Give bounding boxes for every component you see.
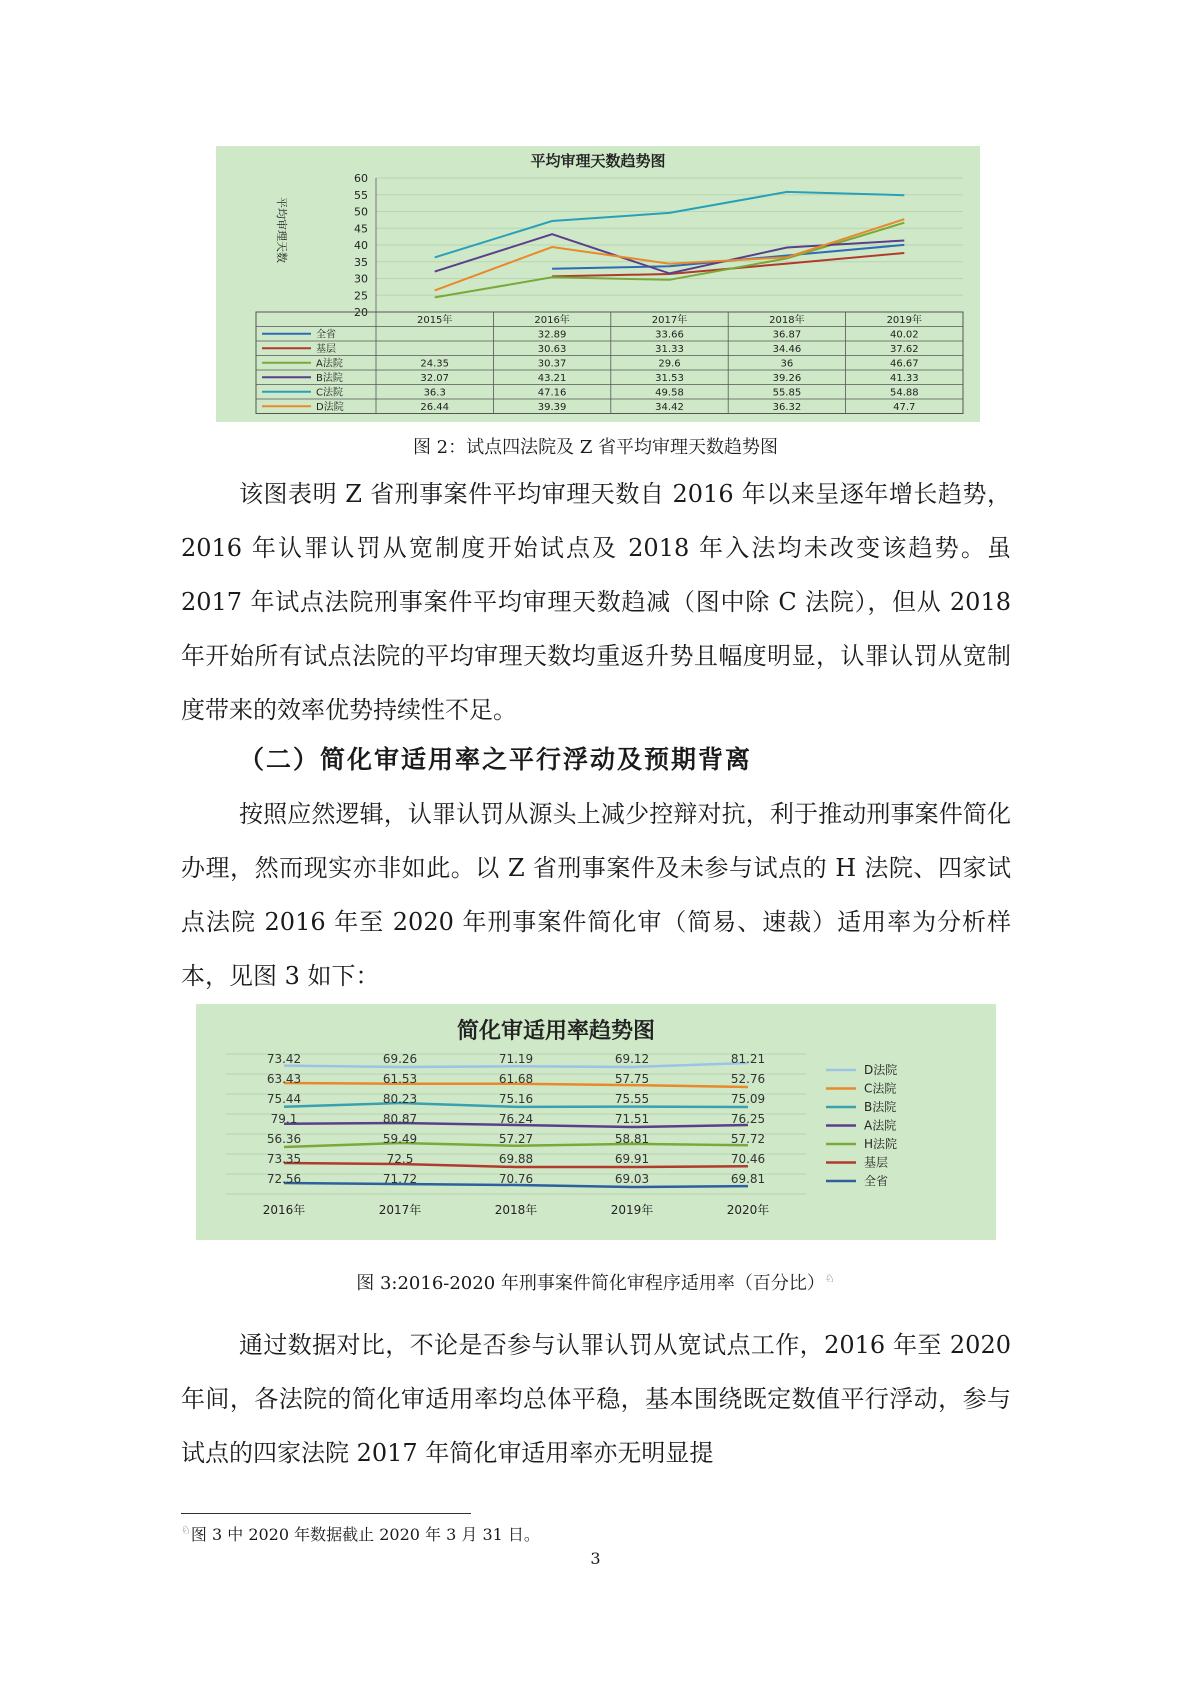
y-tick-label: 60 <box>354 172 368 185</box>
legend-label: 基层 <box>864 1155 889 1170</box>
page-number: 3 <box>590 1549 601 1568</box>
data-label: 52.76 <box>730 1072 766 1086</box>
figure-3-caption <box>0 1269 1191 1295</box>
figure-2-chart <box>216 146 980 422</box>
paragraph-1-text: 该图表明 Z 省刑事案件平均审理天数自 2016 年以来呈逐年增长趋势，2016 年认罪认罚从宽制度开始试点及 2018 年入法均未改变该趋势。虽 2017 年试点法院刑事案件平均审理天数趋减（图中除 C 法院），但从 2018 年开始所有试点法院的平均审理天数均重返升势且幅度明显，认罪认罚从宽制度带来的效率优势持续性不足。 <box>181 480 1011 724</box>
data-label: 29.6 <box>658 358 681 370</box>
data-label: 24.35 <box>420 358 450 370</box>
legend-label: D法院 <box>316 402 344 413</box>
y-tick-label: 35 <box>354 255 368 269</box>
data-label: 36.87 <box>772 329 802 341</box>
data-label: 72.5 <box>386 1152 414 1166</box>
data-label: 57.27 <box>498 1132 534 1146</box>
data-label: 80.23 <box>382 1092 418 1106</box>
legend-label: B法院 <box>316 373 343 384</box>
footnote-ref-marker: ♘ <box>824 1272 835 1285</box>
x-tick-label: 2018年 <box>494 1203 538 1217</box>
data-label: 59.49 <box>382 1132 418 1146</box>
data-label: 55.85 <box>772 387 802 399</box>
data-label: 54.88 <box>889 387 919 399</box>
data-label: 34.46 <box>772 344 802 355</box>
y-tick-label: 45 <box>354 222 368 236</box>
data-label: 34.42 <box>655 402 684 413</box>
legend-label: C法院 <box>864 1081 897 1096</box>
data-label: 69.12 <box>614 1052 650 1066</box>
footnote <box>181 1522 540 1545</box>
data-label: 39.39 <box>537 402 567 413</box>
section-heading: （二）简化审适用率之平行浮动及预期背离 <box>239 745 753 774</box>
data-label: 41.33 <box>889 373 919 384</box>
data-label: 73.42 <box>266 1052 302 1066</box>
data-label: 71.51 <box>614 1112 650 1126</box>
data-label: 47.7 <box>893 402 916 413</box>
series-line-4 <box>435 234 905 273</box>
x-tick-label: 2017年 <box>378 1203 422 1217</box>
legend-label: A法院 <box>864 1118 897 1133</box>
y-axis-label: 平均审理天数 <box>275 197 288 263</box>
data-label: 75.44 <box>266 1092 302 1106</box>
x-tick-label: 2019年 <box>610 1203 654 1217</box>
x-tick-label: 2019年 <box>886 315 923 326</box>
data-label: 72.56 <box>266 1172 302 1186</box>
data-label: 69.26 <box>382 1052 418 1066</box>
data-label: 71.19 <box>498 1052 534 1066</box>
figure-3-chart <box>196 1004 996 1240</box>
paragraph-1 <box>181 467 1011 737</box>
paragraph-2-text: 按照应然逻辑，认罪认罚从源头上减少控辩对抗，利于推动刑事案件简化办理，然而现实亦非如此。以 Z 省刑事案件及未参与试点的 H 法院、四家试点法院 2016 年至 2020 年刑事案件简化审（简易、速裁）适用率为分析样本，见图 3 如下： <box>181 800 1011 990</box>
y-tick-label: 30 <box>354 272 368 286</box>
figure-3-caption-text: 图 3:2016-2020 年刑事案件简化审程序适用率（百分比） <box>356 1273 825 1294</box>
data-label: 57.72 <box>730 1132 766 1146</box>
data-label: 36.32 <box>772 402 802 413</box>
data-label: 39.26 <box>772 373 802 384</box>
x-tick-label: 2017年 <box>651 315 688 326</box>
footnote-marker: ♘ <box>181 1523 191 1537</box>
data-label: 31.33 <box>655 344 684 355</box>
data-label: 31.53 <box>655 373 684 384</box>
y-tick-label: 50 <box>354 205 368 219</box>
paragraph-2 <box>181 787 1011 1003</box>
x-tick-label: 2018年 <box>769 315 805 326</box>
y-tick-label: 55 <box>354 188 368 202</box>
footnote-text: 图 3 中 2020 年数据截止 2020 年 3 月 31 日。 <box>190 1525 540 1544</box>
data-label: 26.44 <box>420 402 450 413</box>
paragraph-3-text: 通过数据对比，不论是否参与认罪认罚从宽试点工作，2016 年至 2020 年间，各法院的简化审适用率均总体平稳，基本围绕既定数值平行浮动，参与试点的四家法院 2017 年简化审适用率亦无明显提 <box>181 1331 1011 1467</box>
legend-label: 全省 <box>316 329 336 341</box>
data-label: 75.16 <box>498 1092 534 1106</box>
data-label: 63.43 <box>266 1072 302 1086</box>
y-tick-label: 20 <box>354 306 368 319</box>
x-tick-label: 2020年 <box>726 1203 770 1217</box>
legend-label: C法院 <box>316 387 343 399</box>
data-table-border <box>256 312 963 414</box>
data-label: 36 <box>780 358 794 370</box>
data-label: 69.88 <box>498 1152 534 1166</box>
data-label: 47.16 <box>537 387 567 399</box>
data-label: 30.37 <box>537 358 567 370</box>
x-tick-label: 2015年 <box>416 315 453 326</box>
data-label: 58.81 <box>614 1132 650 1146</box>
data-label: 57.75 <box>614 1072 650 1086</box>
data-label: 80.87 <box>382 1112 418 1126</box>
chart-title: 简化审适用率趋势图 <box>456 1019 656 1044</box>
data-label: 49.58 <box>655 387 684 399</box>
data-label: 56.36 <box>266 1132 302 1146</box>
footnote-divider <box>181 1513 471 1514</box>
series-line-2 <box>552 253 904 276</box>
paragraph-3 <box>181 1318 1011 1480</box>
data-label: 70.76 <box>498 1172 534 1186</box>
data-label: 46.67 <box>889 358 919 370</box>
data-label: 69.03 <box>614 1172 650 1186</box>
legend-label: H法院 <box>864 1137 898 1151</box>
data-label: 32.07 <box>420 373 450 384</box>
legend-label: B法院 <box>864 1100 897 1114</box>
y-tick-label: 40 <box>354 239 368 252</box>
legend-label: A法院 <box>316 358 343 370</box>
x-tick-label: 2016年 <box>534 315 570 326</box>
data-label: 33.66 <box>655 329 684 341</box>
data-label: 37.62 <box>889 344 919 355</box>
chart-title: 平均审理天数趋势图 <box>530 152 666 170</box>
data-label: 43.21 <box>537 373 567 384</box>
legend-label: D法院 <box>864 1063 898 1077</box>
data-label: 69.81 <box>730 1172 766 1186</box>
chart-3-svg <box>196 1004 996 1240</box>
data-label: 30.63 <box>537 344 567 355</box>
data-label: 69.91 <box>614 1152 650 1166</box>
data-label: 71.72 <box>382 1172 418 1186</box>
series-line-5 <box>435 192 905 258</box>
data-label: 73.35 <box>266 1152 302 1166</box>
data-label: 76.25 <box>730 1112 766 1126</box>
data-label: 32.89 <box>537 329 567 341</box>
data-label: 70.46 <box>730 1152 766 1166</box>
data-label: 61.68 <box>498 1072 534 1086</box>
figure-2-caption: 图 2：试点四法院及 Z 省平均审理天数趋势图 <box>412 437 779 458</box>
data-label: 81.21 <box>730 1052 766 1066</box>
legend-label: 全省 <box>864 1174 889 1188</box>
chart-2-svg <box>216 146 980 422</box>
data-label: 61.53 <box>382 1072 418 1086</box>
legend-label: 基层 <box>316 344 336 355</box>
data-label: 75.09 <box>730 1092 766 1106</box>
y-tick-label: 25 <box>354 289 368 303</box>
data-label: 40.02 <box>889 329 919 341</box>
x-tick-label: 2016年 <box>262 1203 306 1217</box>
data-label: 79.1 <box>270 1112 298 1126</box>
data-label: 76.24 <box>498 1112 534 1126</box>
data-label: 36.3 <box>423 387 446 399</box>
data-label: 75.55 <box>614 1092 650 1106</box>
